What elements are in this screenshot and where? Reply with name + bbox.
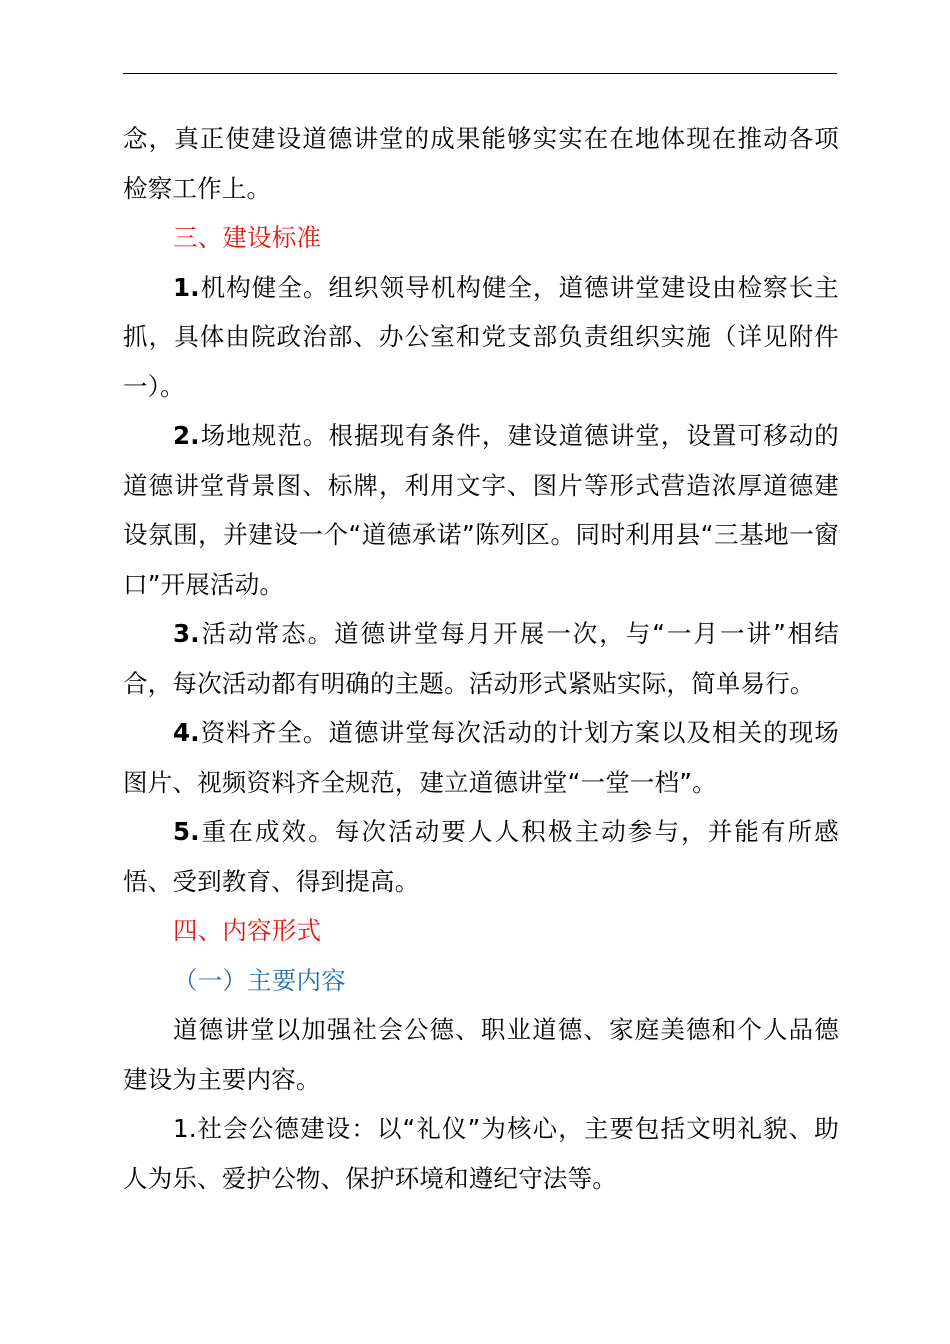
standard-item-2: [123, 411, 839, 609]
continuation-paragraph: 念，真正使建设道德讲堂的成果能够实实在在地体现在推动各项检察工作上。: [123, 124, 839, 203]
section-heading-content-form: 四、内容形式: [173, 916, 322, 945]
standard-item-5: [123, 807, 839, 906]
item-text: 重在成效。每次活动要人人积极主动参与，并能有所感悟、受到教育、得到提高。: [123, 817, 839, 896]
item-text: 机构健全。组织领导机构健全，道德讲堂建设由检察长主抓，具体由院政治部、办公室和党支部负责组织实施（详见附件一）。: [123, 272, 839, 401]
item-text: 资料齐全。道德讲堂每次活动的计划方案以及相关的现场图片、视频资料齐全规范，建立道德讲堂“一堂一档”。: [123, 718, 839, 797]
standard-item-3: [123, 609, 839, 708]
standard-item-1: [123, 263, 839, 412]
subsection-heading-main-content: （一）主要内容: [173, 965, 346, 995]
header-rule: [123, 73, 837, 74]
section-heading-standards: 三、建设标准: [173, 223, 322, 252]
item-text: 场地规范。根据现有条件，建设道德讲堂，设置可移动的道德讲堂背景图、标牌，利用文字、图片等形式营造浓厚道德建设氛围，并建设一个“道德承诺”陈列区。同时利用县“三基地一窗口”开展活动。: [123, 421, 839, 599]
item-number: 3.: [173, 619, 200, 648]
point-social-ethics: 1.社会公德建设：以“礼仪”为核心，主要包括文明礼貌、助人为乐、爱护公物、保护环境和遵纪守法等。: [123, 1114, 839, 1193]
intro-paragraph: 道德讲堂以加强社会公德、职业道德、家庭美德和个人品德建设为主要内容。: [123, 1015, 839, 1094]
item-number: 1.: [173, 272, 200, 302]
item-number: 5.: [173, 817, 200, 846]
standard-item-4: [123, 708, 839, 807]
item-text: 活动常态。道德讲堂每月开展一次，与“一月一讲”相结合，每次活动都有明确的主题。活动形式紧贴实际，简单易行。: [123, 619, 839, 698]
item-number: 4.: [173, 718, 200, 747]
item-number: 2.: [173, 421, 200, 450]
document-body: [123, 114, 839, 1203]
